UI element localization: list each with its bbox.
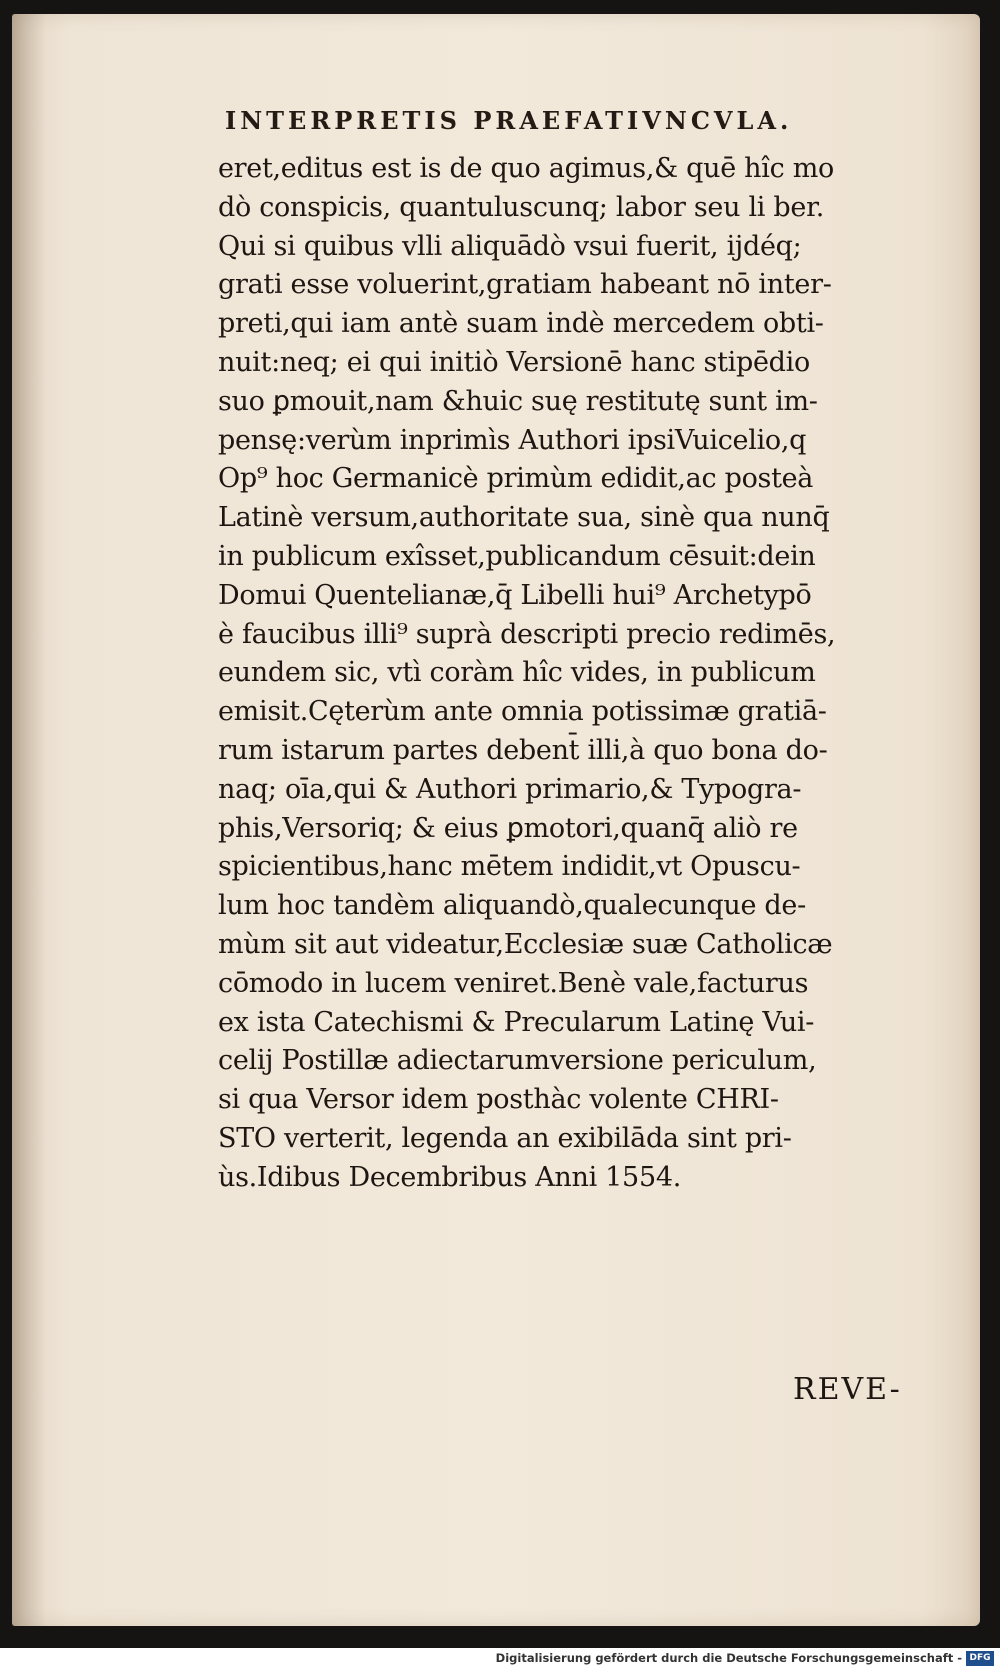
text-line: spicientibus,hanc mētem indidit,vt Opuscu- <box>218 851 801 883</box>
text-line: eret,editus est is de quo agimus,& quē hîc mo <box>218 153 834 184</box>
text-line: STO verterit, legenda an exibilāda sint pri- <box>218 1122 792 1154</box>
text-line: phis,Versoriq; & eius ꝑmotori,quanq̄ aliò re <box>218 812 798 844</box>
text-line: si qua Versor idem posthàc volente CHRI- <box>218 1084 779 1116</box>
text-line: Op⁹ hoc Germanicè primùm edidit,ac posteà <box>218 463 814 495</box>
text-line: preti,qui iam antè suam indè mercedem obti- <box>218 308 824 340</box>
text-line: ùs.Idibus Decembribus Anni 1554. <box>218 1161 681 1193</box>
text-line: in publicum exîsset,publicandum cēsuit:dein <box>218 540 816 572</box>
text-line: eundem sic, vtì coràm hîc vides, in publicum <box>218 657 816 689</box>
text-line: Latinè versum,authoritate sua, sinè qua nunq̄ <box>218 502 830 534</box>
dfg-logo-icon: DFG <box>966 1651 994 1666</box>
text-line: cōmodo in lucem veniret.Benè vale,facturus <box>218 967 809 999</box>
text-line: naq; oīa,qui & Authori primario,& Typogra- <box>218 773 802 805</box>
text-line: mùm sit aut videatur,Ecclesiæ suæ Catholicæ <box>218 928 833 960</box>
text-line: dò conspicis, quantuluscunq; labor seu li ber. <box>218 191 824 223</box>
text-line: grati esse voluerint,gratiam habeant nō inter- <box>218 269 832 301</box>
text-line: ex ista Catechismi & Precularum Latinę Vui- <box>218 1006 815 1038</box>
text-line: celij Postillæ adiectarumversione periculum, <box>218 1045 817 1077</box>
text-line: suo ꝑmouit,nam &huic suę restitutę sunt im- <box>218 385 818 417</box>
catchword: REVE- <box>793 1372 902 1407</box>
text-line: Qui si quibus vlli aliquādò vsui fuerit, ijdéq; <box>218 230 802 262</box>
text-line: rum istarum partes debent̄ illi,à quo bona do- <box>218 734 828 766</box>
text-line: Domui Quentelianæ,q̄ Libelli hui⁹ Archetypō <box>218 579 812 611</box>
text-line: nuit:neq; ei qui initiò Versionē hanc stipēdio <box>218 346 810 378</box>
body-text <box>218 150 938 1198</box>
text-line: emisit.Cęterùm ante omnia potissimæ gratiā- <box>218 696 827 728</box>
gutter-shadow <box>12 14 46 1626</box>
running-head: INTERPRETIS PRAEFATIVNCVLA. <box>225 106 793 135</box>
funding-notice: Digitalisierung gefördert durch die Deutsche Forschungsgemeinschaft - <box>495 1651 962 1665</box>
text-line: è faucibus illi⁹ suprà descripti precio redimēs, <box>218 618 836 650</box>
footer <box>0 1648 1000 1671</box>
text-line: pensę:verùm inprimìs Authori ipsiVuicelio,q <box>218 424 807 456</box>
text-line: lum hoc tandèm aliquandò,qualecunque de- <box>218 890 806 922</box>
